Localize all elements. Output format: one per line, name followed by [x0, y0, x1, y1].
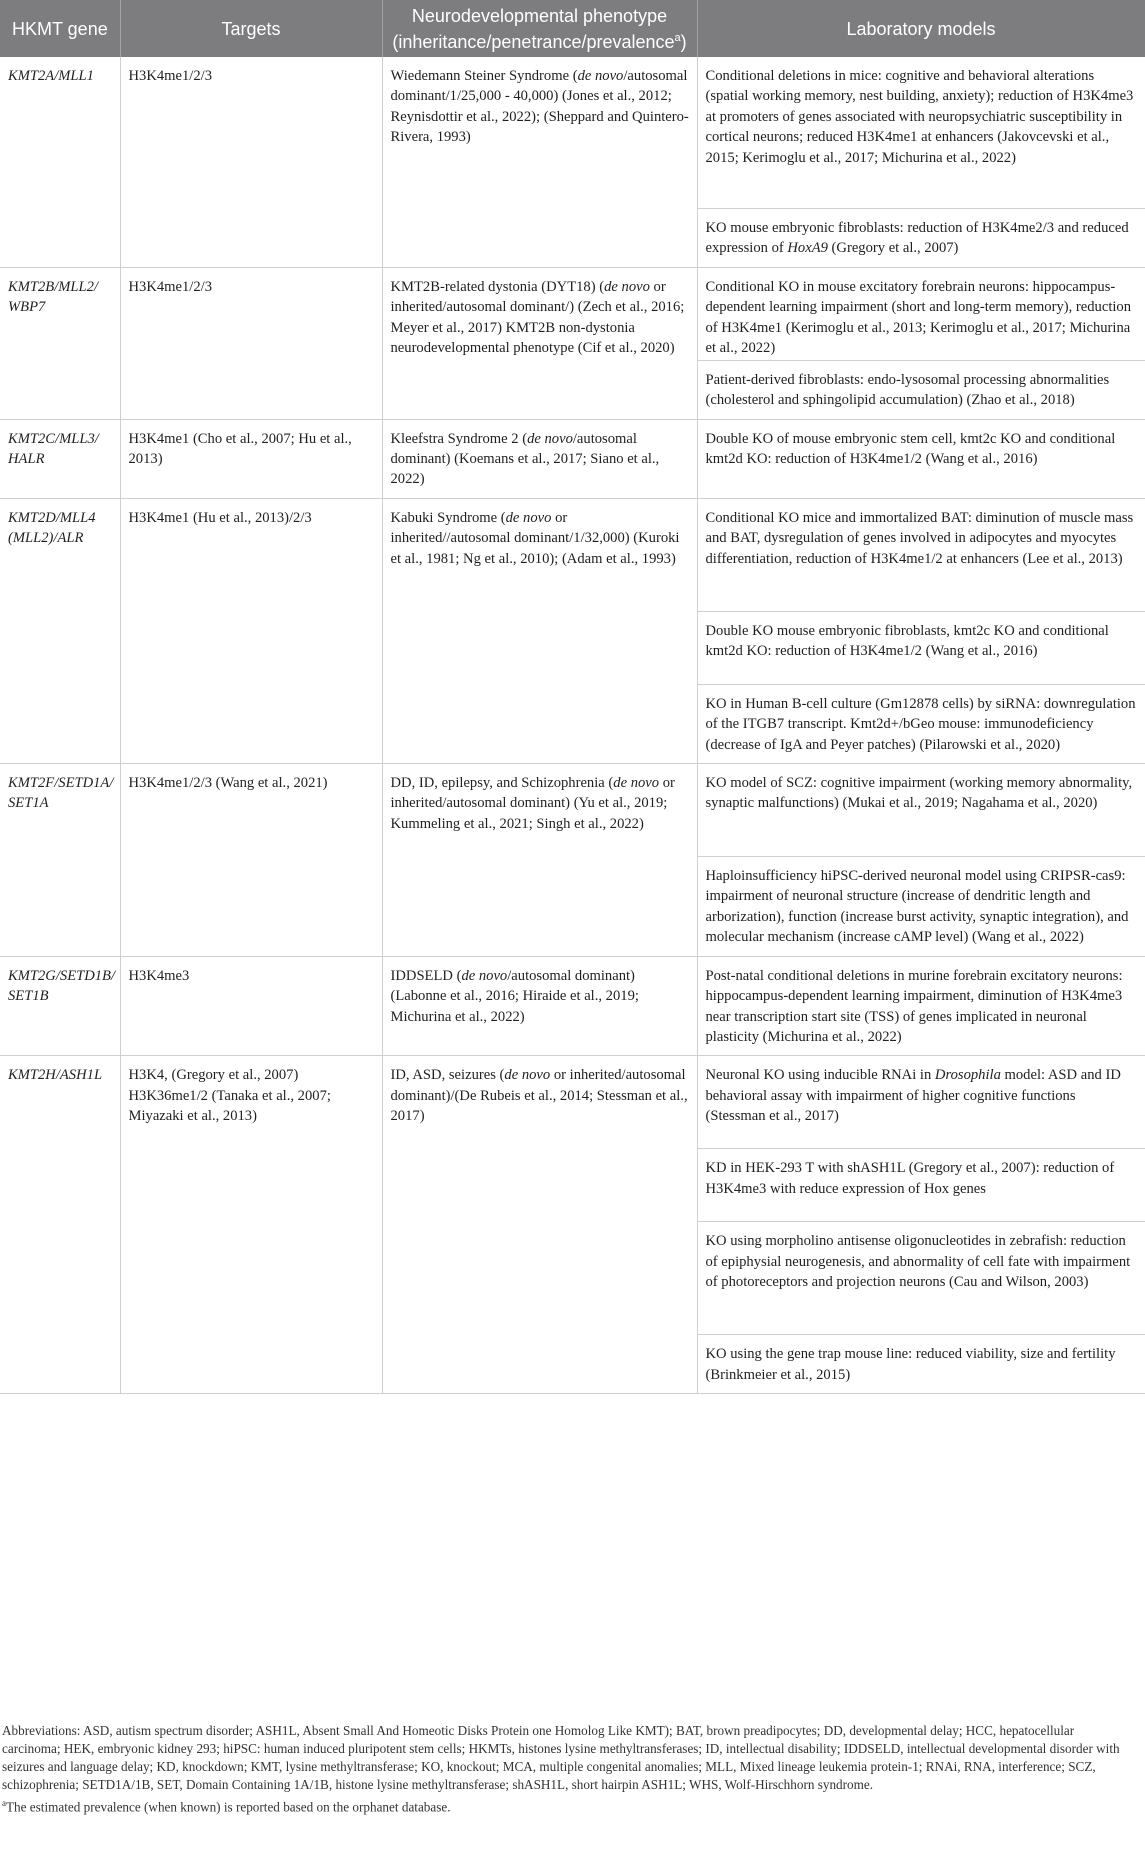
table-row: [0, 1056, 1145, 1394]
targets-cell: H3K4me1/2/3: [120, 267, 382, 419]
gene-cell: KMT2H/ASH1L: [0, 1056, 120, 1394]
table-row: [0, 419, 1145, 498]
phenotype-cell: KMT2B-related dystonia (DYT18) (de novo or inherited/autosomal dominant/) (Zech et al., 2016; Meyer et al., 2017) KMT2B non-dystonia neurodevelopmental phenotype (Cif et al., 2020): [382, 267, 697, 419]
model-entry: Haploinsufficiency hiPSC-derived neuronal model using CRIPSR-cas9: impairment of neuronal structure (increase of dendritic length and arborization), function (increase burst activity, synaptic integration), and molecular mechanism (increase cAMP level) (Wang et al., 2022): [705, 868, 1129, 946]
model-entry: Conditional KO mice and immortalized BAT: diminution of muscle mass and BAT, dysregulation of genes involved in adipocytes and myocytes differentiation, reduction of H3K4me1/2 at enhancers (Lee et al., 2013): [698, 499, 1145, 612]
header-phenotype-sub: (inheritance/penetrance/prevalence: [392, 31, 675, 52]
gene-cell: KMT2G/SETD1B/ SET1B: [0, 956, 120, 1056]
header-phenotype-sup: a: [674, 31, 681, 44]
gene-cell: KMT2B/MLL2/ WBP7: [0, 267, 120, 419]
phenotype-cell: DD, ID, epilepsy, and Schizophrenia (de novo or inherited/autosomal dominant) (Yu et al., 2019; Kummeling et al., 2021; Singh et al., 2022): [382, 764, 697, 957]
model-entry: Patient-derived fibroblasts: endo-lysosomal processing abnormalities (cholesterol and sphingolipid accumulation) (Zhao et al., 2018): [705, 371, 1110, 409]
model-entry: Post-natal conditional deletions in murine forebrain excitatory neurons: hippocampus-dependent learning impairment, diminution of H3K4me3 near transcription start site (TSS) of genes implicated in neuronal plasticity (Michurina et al., 2022): [705, 967, 1123, 1045]
phenotype-cell: ID, ASD, seizures (de novo or inherited/autosomal dominant)/(De Rubeis et al., 2014; Stessman et al., 2017): [382, 1056, 697, 1394]
prevalence-note: [2, 1794, 1135, 1816]
table-row: [0, 57, 1145, 267]
model-entry: KO using the gene trap mouse line: reduced viability, size and fertility (Brinkmeier et al., 2015): [705, 1346, 1116, 1383]
header-phenotype-title: Neurodevelopmental phenotype: [411, 5, 668, 26]
gene-cell: KMT2F/SETD1A/ SET1A: [0, 764, 120, 957]
models-cell: [697, 267, 1145, 419]
gene-cell: KMT2C/MLL3/ HALR: [0, 419, 120, 498]
phenotype-cell: Wiedemann Steiner Syndrome (de novo/autosomal dominant/1/25,000 - 40,000) (Jones et al., 2012; Reynisdottir et al., 2022); (Sheppard and Quintero-Rivera, 1993): [382, 57, 697, 267]
phenotype-cell: IDDSELD (de novo/autosomal dominant) (Labonne et al., 2016; Hiraide et al., 2019; Michurina et al., 2022): [382, 956, 697, 1056]
targets-cell: H3K4me1/2/3 (Wang et al., 2021): [120, 764, 382, 957]
targets-cell: H3K4me1/2/3: [120, 57, 382, 267]
phenotype-cell: Kleefstra Syndrome 2 (de novo/autosomal dominant) (Koemans et al., 2017; Siano et al., 2022): [382, 419, 697, 498]
table-footnotes: [0, 1722, 1139, 1816]
gene-cell: KMT2D/MLL4 (MLL2)/ALR: [0, 498, 120, 763]
header-phenotype: [382, 0, 697, 57]
gene-cell: KMT2A/MLL1: [0, 57, 120, 267]
model-entry: KO using morpholino antisense oligonucleotides in zebrafish: reduction of epiphysial neurogenesis, and abnormality of cell fate with impairment of photoreceptors and projection neurons (Cau and Wilson, 2003): [698, 1222, 1145, 1335]
abbreviations-note: Abbreviations: ASD, autism spectrum disorder; ASH1L, Absent Small And Homeotic Disks Protein one Homolog Like KMT); BAT, brown preadipocytes; DD, developmental delay; HCC, hepatocellular carcinoma; HEK, embryonic kidney 293; hiPSC: human induced pluripotent stem cells; HKMTs, histones lysine methyltransferases; ID, intellectual disability; IDDSELD, intellectual developmental disorder with seizures and language delay; KD, knockdown; KMT, lysine methyltransferase; KO, knockout; MCA, multiple congenital anomalies; MLL, Mixed lineage leukemia protein-1; RNAi, RNA, interference; SCZ, schizophrenia; SETD1A/1B, SET, Domain Containing 1A/1B, histone lysine methyltransferase; shASH1L, short hairpin ASH1L; WHS, Wolf-Hirschhorn syndrome.: [2, 1723, 1120, 1792]
targets-cell: H3K4me3: [120, 956, 382, 1056]
models-cell: [697, 956, 1145, 1056]
table-row: [0, 956, 1145, 1056]
model-entry: KO in Human B-cell culture (Gm12878 cells) by siRNA: downregulation of the ITGB7 transcript. Kmt2d+/bGeo mouse: immunodeficiency (decrease of IgA and Peyer patches) (Pilarowski et al., 2020): [705, 695, 1136, 753]
table-row: [0, 498, 1145, 763]
models-cell: [697, 1056, 1145, 1394]
header-phenotype-end: ): [680, 31, 687, 52]
model-entry: Conditional deletions in mice: cognitive and behavioral alterations (spatial working memory, nest building, anxiety); reduction of H3K4me3 at promoters of genes associated with neuropsychiatric susceptibility in cortical neurons; reduced H3K4me1 at enhancers (Jakovcevski et al., 2015; Kerimoglu et al., 2017; Michurina et al., 2022): [698, 57, 1145, 209]
targets-cell: H3K4me1 (Cho et al., 2007; Hu et al., 2013): [120, 419, 382, 498]
model-entry: Conditional KO in mouse excitatory forebrain neurons: hippocampus-dependent learning impairment (short and long-term memory), reduction of H3K4me1 (Kerimoglu et al., 2013; Kerimoglu et al., 2017; Michurina et al., 2022): [698, 268, 1145, 361]
models-cell: [697, 764, 1145, 957]
header-targets: Targets: [120, 0, 382, 57]
prevalence-mark: a: [2, 1798, 6, 1808]
header-models: Laboratory models: [697, 0, 1145, 57]
model-entry: KO mouse embryonic fibroblasts: reduction of H3K4me2/3 and reduced expression of HoxA9 (Gregory et al., 2007): [705, 220, 1129, 257]
model-entry: Neuronal KO using inducible RNAi in Drosophila model: ASD and ID behavioral assay with impairment of higher cognitive functions (Stessman et al., 2017): [698, 1056, 1145, 1149]
model-entry: KD in HEK-293 T with shASH1L (Gregory et al., 2007): reduction of H3K4me3 with reduce expression of Hox genes: [698, 1149, 1145, 1222]
header-gene: HKMT gene: [0, 0, 120, 57]
targets-cell: H3K4me1 (Hu et al., 2013)/2/3: [120, 498, 382, 763]
table-row: [0, 267, 1145, 419]
prevalence-text: The estimated prevalence (when known) is reported based on the orphanet database.: [6, 1799, 451, 1815]
models-cell: [697, 419, 1145, 498]
models-cell: [697, 498, 1145, 763]
model-entry: KO model of SCZ: cognitive impairment (working memory abnormality, synaptic malfunctions) (Mukai et al., 2019; Nagahama et al., 2020): [698, 764, 1145, 857]
table-row: [0, 764, 1145, 957]
model-entry: Double KO of mouse embryonic stem cell, kmt2c KO and conditional kmt2d KO: reduction of H3K4me1/2 (Wang et al., 2016): [705, 430, 1116, 468]
models-cell: [697, 57, 1145, 267]
table-header-row: [0, 0, 1145, 57]
targets-cell: H3K4, (Gregory et al., 2007) H3K36me1/2 (Tanaka et al., 2007; Miyazaki et al., 2013): [120, 1056, 382, 1394]
model-entry: Double KO mouse embryonic fibroblasts, kmt2c KO and conditional kmt2d KO: reduction of H3K4me1/2 (Wang et al., 2016): [698, 612, 1145, 685]
phenotype-cell: Kabuki Syndrome (de novo or inherited//autosomal dominant/1/32,000) (Kuroki et al., 1981; Ng et al., 2010); (Adam et al., 1993): [382, 498, 697, 763]
